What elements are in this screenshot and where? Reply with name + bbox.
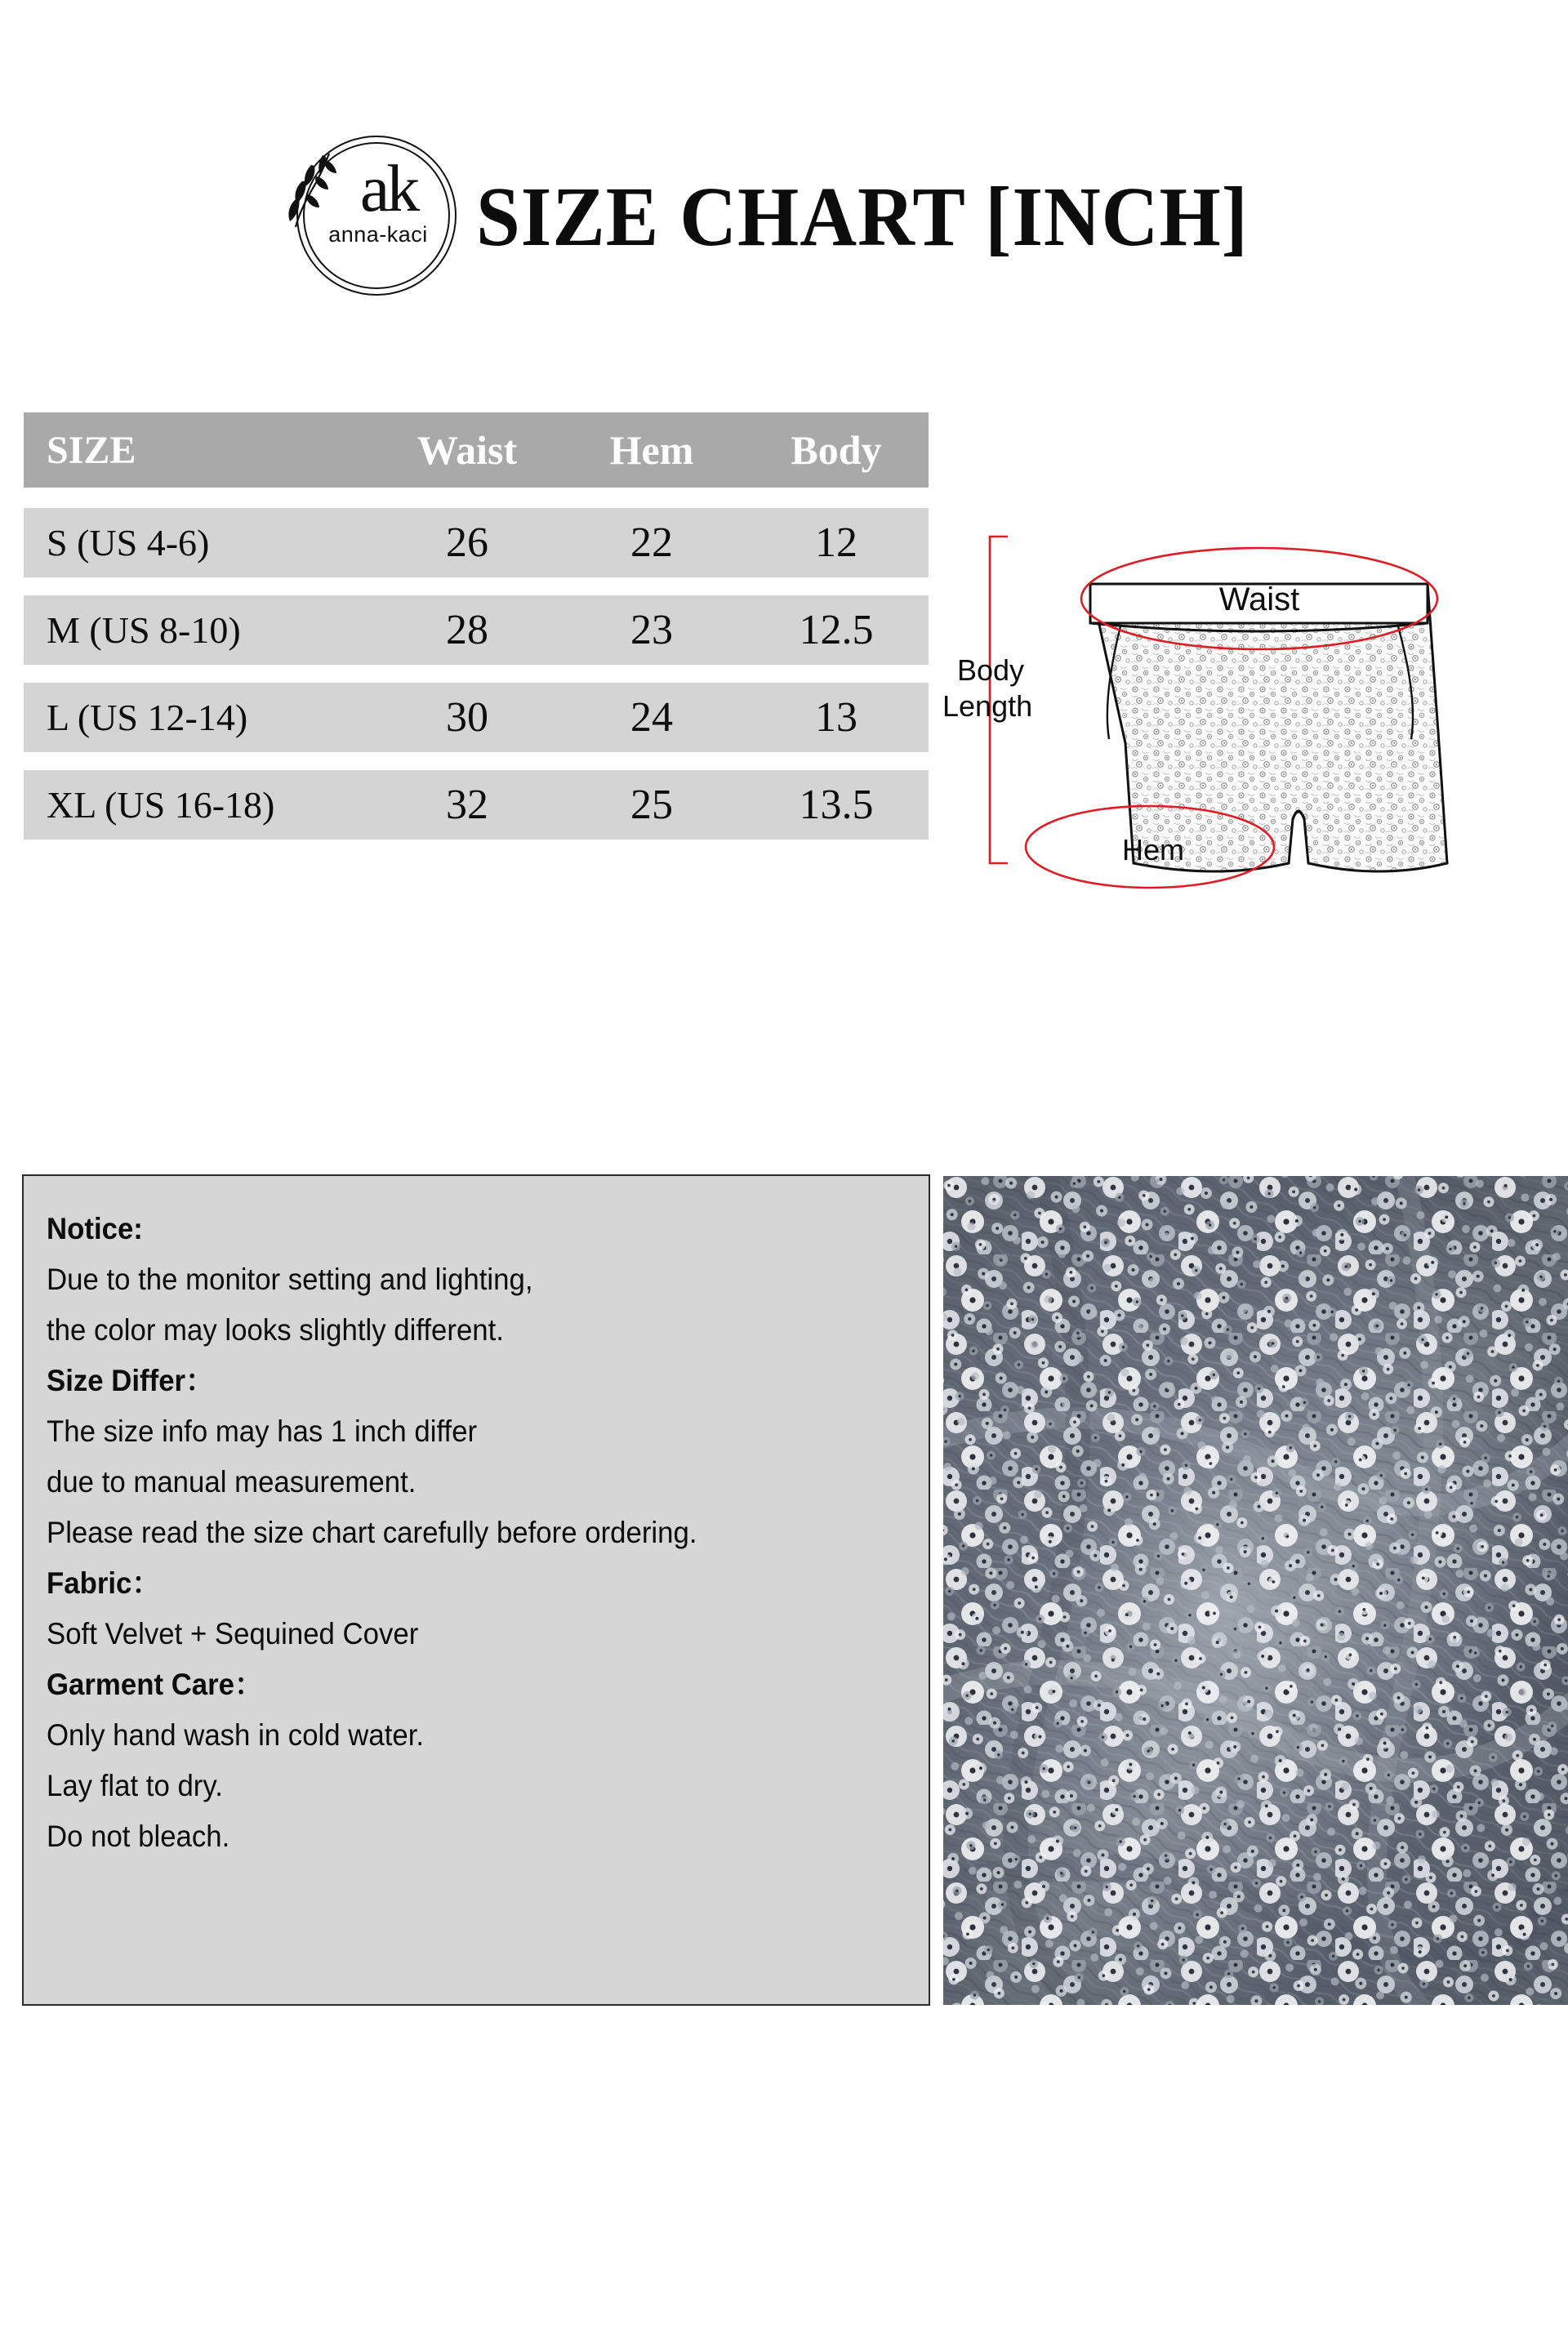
shorts-illustration — [1090, 584, 1447, 871]
cell-size: S (US 4-6) — [47, 522, 210, 564]
cell-waist: 30 — [446, 694, 488, 741]
page-title: SIZE CHART [INCH] — [475, 169, 1249, 264]
logo-wordmark: anna-kaci — [328, 222, 428, 247]
logo-monogram: ak — [359, 151, 417, 225]
cell-hem: 23 — [630, 607, 673, 653]
notice-heading-fabric: Fabric： — [47, 1566, 161, 1600]
column-header-waist: Waist — [416, 427, 518, 473]
notice-text-read-chart: Please read the size chart carefully before ordering. — [47, 1516, 697, 1549]
cell-size: M (US 8-10) — [47, 609, 241, 651]
notice-text-color: the color may looks slightly different. — [47, 1313, 504, 1347]
cell-body: 12.5 — [799, 607, 874, 653]
brand-logo — [262, 131, 466, 302]
notice-text-manual-measure: due to manual measurement. — [47, 1465, 416, 1499]
table-row — [24, 770, 929, 840]
cell-waist: 28 — [446, 607, 488, 653]
cell-size: L (US 12-14) — [47, 697, 248, 738]
cell-size: XL (US 16-18) — [47, 784, 275, 826]
notice-text-lay-flat: Lay flat to dry. — [47, 1769, 223, 1802]
cell-body: 12 — [815, 519, 858, 566]
table-header-row — [24, 412, 929, 488]
notice-heading-size-differ: Size Differ： — [47, 1364, 214, 1397]
notice-text-fabric-value: Soft Velvet + Sequined Cover — [47, 1617, 419, 1650]
notice-heading-garment-care: Garment Care： — [47, 1668, 263, 1701]
notice-text-size-info: The size info may has 1 inch differ — [47, 1414, 478, 1448]
fabric-swatch-photo — [943, 1176, 1568, 2005]
table-row — [24, 508, 929, 577]
table-row — [24, 595, 929, 665]
page-header — [0, 131, 1568, 302]
garment-measurement-diagram — [939, 494, 1568, 960]
column-header-size: SIZE — [47, 428, 136, 472]
hem-label: Hem — [1121, 833, 1185, 866]
notice-text-hand-wash: Only hand wash in cold water. — [47, 1718, 425, 1752]
cell-waist: 32 — [446, 782, 488, 828]
cell-hem: 24 — [630, 694, 673, 741]
size-chart-table — [24, 412, 929, 858]
cell-body: 13 — [815, 694, 858, 741]
cell-body: 13.5 — [799, 782, 874, 828]
cell-hem: 22 — [630, 519, 673, 566]
cell-waist: 26 — [446, 519, 488, 566]
notice-text-no-bleach: Do not bleach. — [47, 1820, 230, 1853]
notice-panel — [22, 1174, 930, 2006]
notice-heading-notice: Notice: — [47, 1212, 143, 1245]
cell-hem: 25 — [630, 782, 673, 828]
waist-label: Waist — [1218, 581, 1300, 617]
notice-text-monitor: Due to the monitor setting and lighting, — [47, 1263, 533, 1296]
column-header-body: Body — [791, 427, 882, 473]
column-header-hem: Hem — [609, 427, 694, 473]
table-row — [24, 683, 929, 752]
body-length-label-line1: Body — [957, 653, 1025, 687]
body-length-label-line2: Length — [942, 689, 1033, 723]
